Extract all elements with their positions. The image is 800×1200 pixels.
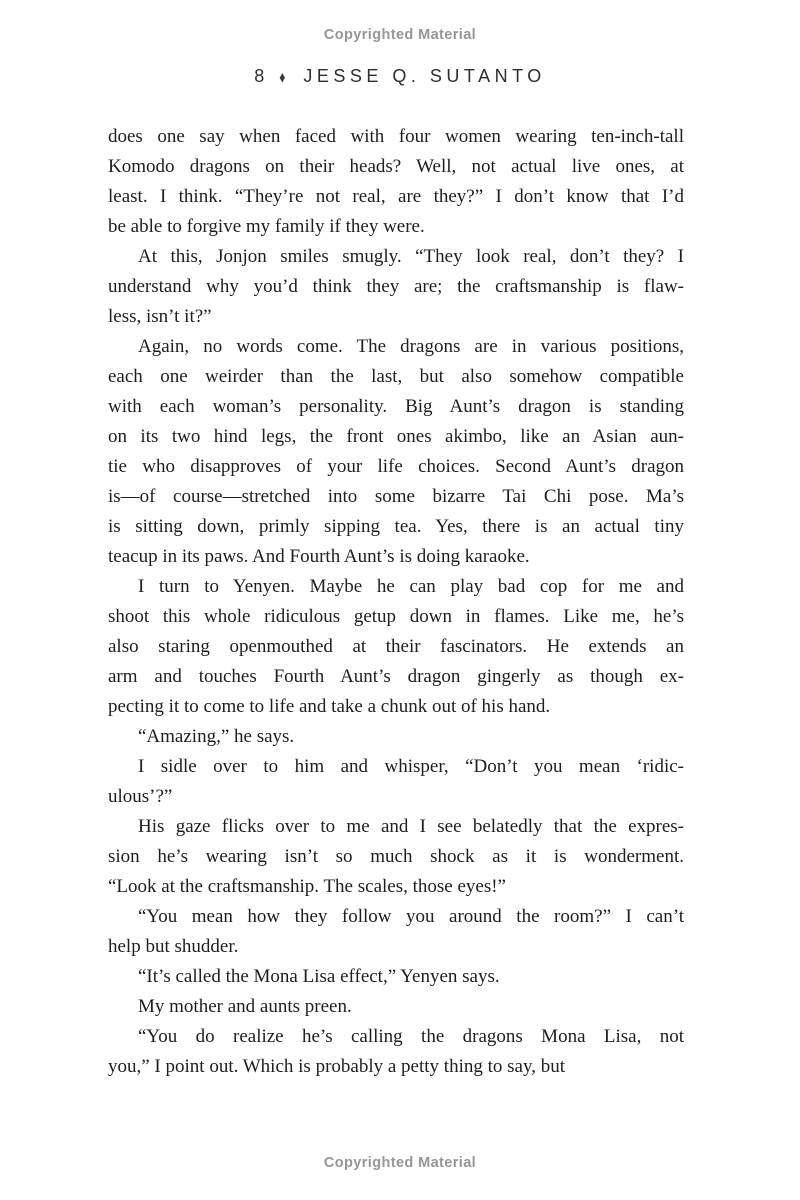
text-line: arm and touches Fourth Aunt’s dragon gingerly as though ex- <box>108 666 684 687</box>
paragraph <box>108 992 684 1022</box>
text-line: is—of course—stretched into some bizarre Tai Chi pose. Ma’s <box>108 486 684 507</box>
author-name: JESSE Q. SUTANTO <box>303 66 546 86</box>
text-line: tie who disapproves of your life choices. Second Aunt’s dragon <box>108 456 684 477</box>
text-line: on its two hind legs, the front ones akimbo, like an Asian aun- <box>108 426 684 447</box>
text-line: “You mean how they follow you around the room?” I can’t <box>138 906 684 927</box>
text-line: His gaze flicks over to me and I see belatedly that the expres- <box>138 816 684 837</box>
text-line: I sidle over to him and whisper, “Don’t you mean ‘ridic- <box>138 756 684 777</box>
text-line: My mother and aunts preen. <box>138 996 352 1017</box>
paragraph <box>108 962 684 992</box>
text-line: At this, Jonjon smiles smugly. “They look real, don’t they? I <box>138 246 684 267</box>
text-line: pecting it to come to life and take a chunk out of his hand. <box>108 696 551 717</box>
text-line: is sitting down, primly sipping tea. Yes, there is an actual tiny <box>108 516 684 537</box>
text-line: less, isn’t it?” <box>108 306 212 327</box>
paragraph <box>108 1022 684 1082</box>
page-number: 8 <box>254 66 269 86</box>
text-line: “Amazing,” he says. <box>138 726 295 747</box>
text-line: “Look at the craftsmanship. The scales, those eyes!” <box>108 876 506 897</box>
text-line: Again, no words come. The dragons are in various positions, <box>138 336 684 357</box>
text-line: be able to forgive my family if they were. <box>108 216 425 237</box>
copyright-notice-top: Copyrighted Material <box>323 27 477 43</box>
text-line: least. I think. “They’re not real, are they?” I don’t know that I’d <box>108 186 684 207</box>
text-line: does one say when faced with four women wearing ten-inch-tall <box>108 126 684 147</box>
copyright-notice-bottom: Copyrighted Material <box>323 1155 477 1171</box>
paragraph <box>108 812 684 902</box>
text-line: help but shudder. <box>108 936 239 957</box>
paragraph <box>108 752 684 812</box>
paragraph <box>108 332 684 572</box>
text-line: sion he’s wearing isn’t so much shock as it is wonderment. <box>108 846 684 867</box>
text-line: “It’s called the Mona Lisa effect,” Yenyen says. <box>138 966 500 987</box>
body-text <box>108 122 684 1082</box>
text-line: also staring openmouthed at their fascinators. He extends an <box>108 636 684 657</box>
text-line: ulous’?” <box>108 786 173 807</box>
text-line: Komodo dragons on their heads? Well, not actual live ones, at <box>108 156 684 177</box>
paragraph <box>108 572 684 722</box>
text-line: “You do realize he’s calling the dragons Mona Lisa, not <box>138 1026 684 1047</box>
text-line: with each woman’s personality. Big Aunt’s dragon is standing <box>108 396 684 417</box>
text-line: shoot this whole ridiculous getup down in flames. Like me, he’s <box>108 606 684 627</box>
paragraph <box>108 722 684 752</box>
text-line: teacup in its paws. And Fourth Aunt’s is doing karaoke. <box>108 546 530 567</box>
diamond-separator-icon: ♦ <box>279 67 290 86</box>
text-line: each one weirder than the last, but also somehow compatible <box>108 366 684 387</box>
paragraph <box>108 122 684 242</box>
text-line: I turn to Yenyen. Maybe he can play bad cop for me and <box>138 576 684 597</box>
paragraph <box>108 902 684 962</box>
running-header <box>0 66 800 87</box>
text-line: understand why you’d think they are; the craftsmanship is flaw- <box>108 276 684 297</box>
text-line: you,” I point out. Which is probably a petty thing to say, but <box>108 1056 565 1077</box>
paragraph <box>108 242 684 332</box>
